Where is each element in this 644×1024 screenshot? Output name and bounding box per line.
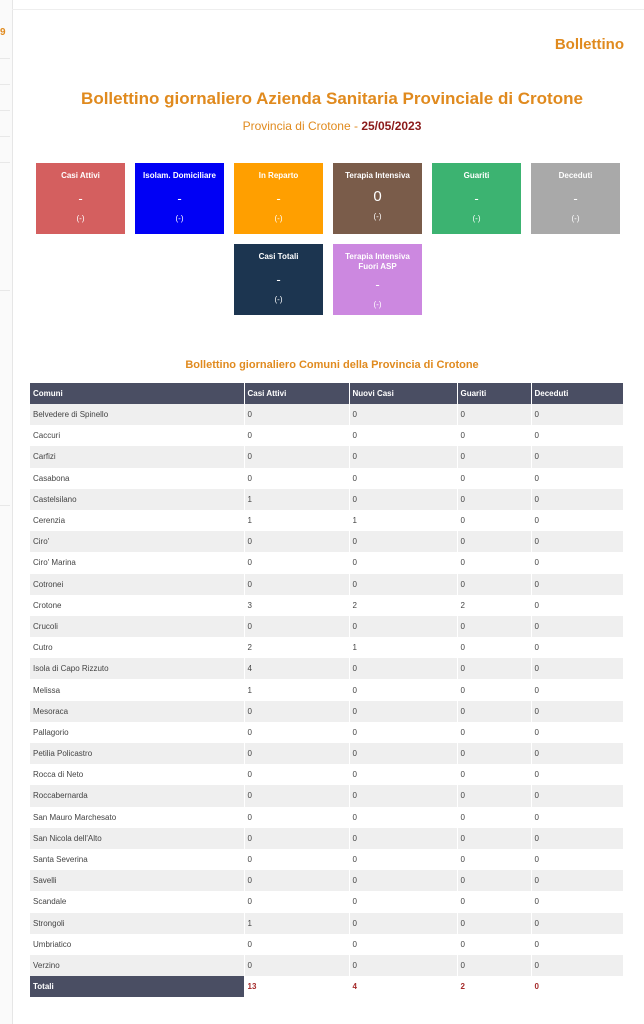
cell-nuovi-casi: 0 [349,785,457,806]
cell-nuovi-casi: 0 [349,849,457,870]
table-row [30,425,623,446]
cell-nuovi-casi: 0 [349,934,457,955]
cell-casi-attivi: 0 [244,446,349,467]
card-delta: (-) [175,214,184,223]
table-row [30,552,623,573]
cell-comune: San Mauro Marchesato [30,807,244,828]
sidebar-divider [0,58,10,59]
cell-comune: Rocca di Neto [30,764,244,785]
cell-comune: Crucoli [30,616,244,637]
cell-guariti: 0 [457,828,531,849]
card-delta: (-) [472,214,481,223]
cell-guariti: 0 [457,489,531,510]
cell-casi-attivi: 0 [244,701,349,722]
card-delta: (-) [274,214,283,223]
cell-comune: Scandale [30,891,244,912]
cell-nuovi-casi: 0 [349,955,457,976]
cell-casi-attivi: 0 [244,849,349,870]
cell-deceduti: 0 [531,701,623,722]
cell-comune: San Nicola dell'Alto [30,828,244,849]
total-casi-attivi: 13 [244,976,349,997]
card-label: In Reparto [258,171,299,180]
table-row [30,722,623,743]
cell-nuovi-casi: 0 [349,425,457,446]
cell-nuovi-casi: 0 [349,701,457,722]
cell-comune: Crotone [30,595,244,616]
cell-casi-attivi: 0 [244,743,349,764]
cell-nuovi-casi: 0 [349,574,457,595]
cell-comune: Ciro' Marina [30,552,244,573]
cell-nuovi-casi: 0 [349,891,457,912]
cell-deceduti: 0 [531,616,623,637]
cell-guariti: 0 [457,658,531,679]
cell-comune: Pallagorio [30,722,244,743]
cell-nuovi-casi: 0 [349,828,457,849]
column-header-comuni[interactable]: Comuni [30,383,244,404]
cell-deceduti: 0 [531,510,623,531]
cell-guariti: 0 [457,955,531,976]
card-in-reparto [234,163,323,234]
cell-deceduti: 0 [531,574,623,595]
cell-deceduti: 0 [531,468,623,489]
cell-deceduti: 0 [531,722,623,743]
total-guariti: 2 [457,976,531,997]
cell-deceduti: 0 [531,807,623,828]
table-row [30,489,623,510]
sidebar-divider [0,84,10,85]
cell-nuovi-casi: 0 [349,468,457,489]
table-row [30,849,623,870]
cell-deceduti: 0 [531,404,623,425]
cell-deceduti: 0 [531,785,623,806]
card-delta: (-) [571,214,580,223]
sidebar-divider [0,162,10,163]
table-row [30,785,623,806]
subtitle-province: Provincia di Crotone [242,119,351,133]
card-label: Terapia Intensiva Fuori ASP [345,252,410,271]
cell-deceduti: 0 [531,658,623,679]
cell-guariti: 2 [457,595,531,616]
table-row [30,531,623,552]
cell-nuovi-casi: 0 [349,743,457,764]
column-header-guariti[interactable]: Guariti [457,383,531,404]
cell-comune: Castelsilano [30,489,244,510]
cell-guariti: 0 [457,849,531,870]
card-isolam-domiciliare [135,163,224,234]
cell-guariti: 0 [457,468,531,489]
card-label: Casi Totali [258,252,299,261]
section-title: Bollettino giornaliero Comuni della Provincia di Crotone [185,359,479,371]
card-value: - [276,272,281,287]
cell-nuovi-casi: 0 [349,679,457,700]
subtitle-date: 25/05/2023 [361,119,422,133]
cell-casi-attivi: 0 [244,870,349,891]
cell-comune: Verzino [30,955,244,976]
cell-casi-attivi: 0 [244,891,349,912]
card-terapia-intensiva [333,163,422,234]
cell-guariti: 0 [457,743,531,764]
cell-nuovi-casi: 0 [349,764,457,785]
cell-deceduti: 0 [531,679,623,700]
card-casi-attivi [36,163,125,234]
cell-casi-attivi: 0 [244,955,349,976]
page-heading: Bollettino [554,36,624,53]
cell-guariti: 0 [457,722,531,743]
cell-guariti: 0 [457,934,531,955]
card-value: - [474,191,479,206]
cell-guariti: 0 [457,891,531,912]
table-row [30,828,623,849]
card-delta: (-) [274,295,283,304]
cell-casi-attivi: 0 [244,425,349,446]
cell-nuovi-casi: 0 [349,489,457,510]
cell-comune: Caccuri [30,425,244,446]
cell-casi-attivi: 0 [244,531,349,552]
cell-casi-attivi: 0 [244,552,349,573]
card-guariti [432,163,521,234]
cell-guariti: 0 [457,446,531,467]
cell-comune: Savelli [30,870,244,891]
cell-deceduti: 0 [531,637,623,658]
cell-nuovi-casi: 0 [349,870,457,891]
cell-guariti: 0 [457,574,531,595]
cell-deceduti: 0 [531,531,623,552]
cell-nuovi-casi: 0 [349,552,457,573]
cell-casi-attivi: 0 [244,404,349,425]
cell-deceduti: 0 [531,595,623,616]
cell-guariti: 0 [457,764,531,785]
cell-guariti: 0 [457,679,531,700]
table-row [30,468,623,489]
cell-nuovi-casi: 0 [349,404,457,425]
table-row [30,637,623,658]
column-header-nuovi-casi[interactable]: Nuovi Casi [349,383,457,404]
cell-casi-attivi: 1 [244,510,349,531]
table-row [30,595,623,616]
card-label: Guariti [463,171,490,180]
card-casi-totali [234,244,323,315]
cell-nuovi-casi: 0 [349,658,457,679]
card-label: Casi Attivi [61,171,100,180]
card-delta: (-) [373,212,382,221]
totals-label: Totali [30,976,244,997]
cell-guariti: 0 [457,807,531,828]
cell-comune: Roccabernarda [30,785,244,806]
cell-comune: Strongoli [30,913,244,934]
cell-guariti: 0 [457,785,531,806]
card-value: - [573,191,578,206]
cell-guariti: 0 [457,552,531,573]
card-label: Isolam. Domiciliare [143,171,216,180]
table-row [30,701,623,722]
cell-deceduti: 0 [531,828,623,849]
cell-nuovi-casi: 0 [349,722,457,743]
table-header-row [30,383,623,404]
cell-nuovi-casi: 1 [349,510,457,531]
card-label: Deceduti [558,171,593,180]
table-row [30,870,623,891]
cell-deceduti: 0 [531,849,623,870]
cell-comune: Belvedere di Spinello [30,404,244,425]
cell-deceduti: 0 [531,446,623,467]
table-row [30,743,623,764]
cell-nuovi-casi: 1 [349,637,457,658]
cell-guariti: 0 [457,531,531,552]
subtitle-separator: - [350,119,362,133]
cell-deceduti: 0 [531,934,623,955]
cell-casi-attivi: 1 [244,913,349,934]
cell-comune: Carfizi [30,446,244,467]
card-delta: (-) [373,300,382,309]
table-row [30,658,623,679]
sidebar-divider [0,505,10,506]
cell-comune: Cotronei [30,574,244,595]
cell-casi-attivi: 0 [244,574,349,595]
table-row [30,955,623,976]
cell-casi-attivi: 0 [244,934,349,955]
cell-guariti: 0 [457,913,531,934]
cell-casi-attivi: 0 [244,468,349,489]
table-row [30,404,623,425]
cell-deceduti: 0 [531,552,623,573]
card-delta: (-) [76,214,85,223]
cell-nuovi-casi: 0 [349,913,457,934]
table-row [30,679,623,700]
cell-comune: Cutro [30,637,244,658]
card-value: 0 [373,188,382,205]
card-label: Terapia Intensiva [345,171,410,180]
sidebar-divider [0,290,10,291]
cell-guariti: 0 [457,510,531,531]
cell-deceduti: 0 [531,870,623,891]
table-totals-row [30,976,623,997]
cell-comune: Cerenzia [30,510,244,531]
table-row [30,807,623,828]
cell-deceduti: 0 [531,891,623,912]
cell-casi-attivi: 0 [244,764,349,785]
cell-deceduti: 0 [531,425,623,446]
card-deceduti [531,163,620,234]
subtitle [20,119,644,133]
table-row [30,913,623,934]
cell-nuovi-casi: 0 [349,531,457,552]
cell-casi-attivi: 0 [244,807,349,828]
card-value: - [375,277,380,292]
cell-casi-attivi: 0 [244,722,349,743]
cell-guariti: 0 [457,616,531,637]
table-row [30,891,623,912]
cell-casi-attivi: 1 [244,489,349,510]
cell-comune: Ciro' [30,531,244,552]
cell-nuovi-casi: 2 [349,595,457,616]
table-row [30,934,623,955]
column-header-deceduti[interactable]: Deceduti [531,383,623,404]
cell-deceduti: 0 [531,764,623,785]
cell-deceduti: 0 [531,913,623,934]
page-title: Bollettino giornaliero Azienda Sanitaria Provinciale di Crotone [81,89,583,108]
sidebar-divider [0,136,10,137]
sidebar-fragment-text: 9 [0,27,6,38]
card-value: - [78,191,83,206]
cell-casi-attivi: 0 [244,785,349,806]
cell-deceduti: 0 [531,955,623,976]
top-divider [12,9,644,10]
total-nuovi-casi: 4 [349,976,457,997]
card-value: - [177,191,182,206]
cell-deceduti: 0 [531,489,623,510]
cell-casi-attivi: 1 [244,679,349,700]
cell-guariti: 0 [457,404,531,425]
cell-nuovi-casi: 0 [349,446,457,467]
table-row [30,764,623,785]
cell-casi-attivi: 0 [244,828,349,849]
cell-casi-attivi: 3 [244,595,349,616]
cell-guariti: 0 [457,425,531,446]
cell-comune: Santa Severina [30,849,244,870]
table-row [30,446,623,467]
table-row [30,510,623,531]
cell-nuovi-casi: 0 [349,807,457,828]
card-terapia-intensiva-fuori-asp [333,244,422,315]
cell-guariti: 0 [457,870,531,891]
total-deceduti: 0 [531,976,623,997]
cell-comune: Umbriatico [30,934,244,955]
left-sidebar-fragment [0,0,13,1024]
cell-comune: Melissa [30,679,244,700]
table-row [30,616,623,637]
comuni-table [30,383,624,997]
cell-casi-attivi: 2 [244,637,349,658]
cell-comune: Casabona [30,468,244,489]
cell-deceduti: 0 [531,743,623,764]
table-row [30,574,623,595]
cell-comune: Petilia Policastro [30,743,244,764]
cell-nuovi-casi: 0 [349,616,457,637]
sidebar-divider [0,110,10,111]
cell-comune: Isola di Capo Rizzuto [30,658,244,679]
cell-casi-attivi: 4 [244,658,349,679]
card-value: - [276,191,281,206]
cell-comune: Mesoraca [30,701,244,722]
cell-guariti: 0 [457,701,531,722]
column-header-casi-attivi[interactable]: Casi Attivi [244,383,349,404]
cell-casi-attivi: 0 [244,616,349,637]
cell-guariti: 0 [457,637,531,658]
